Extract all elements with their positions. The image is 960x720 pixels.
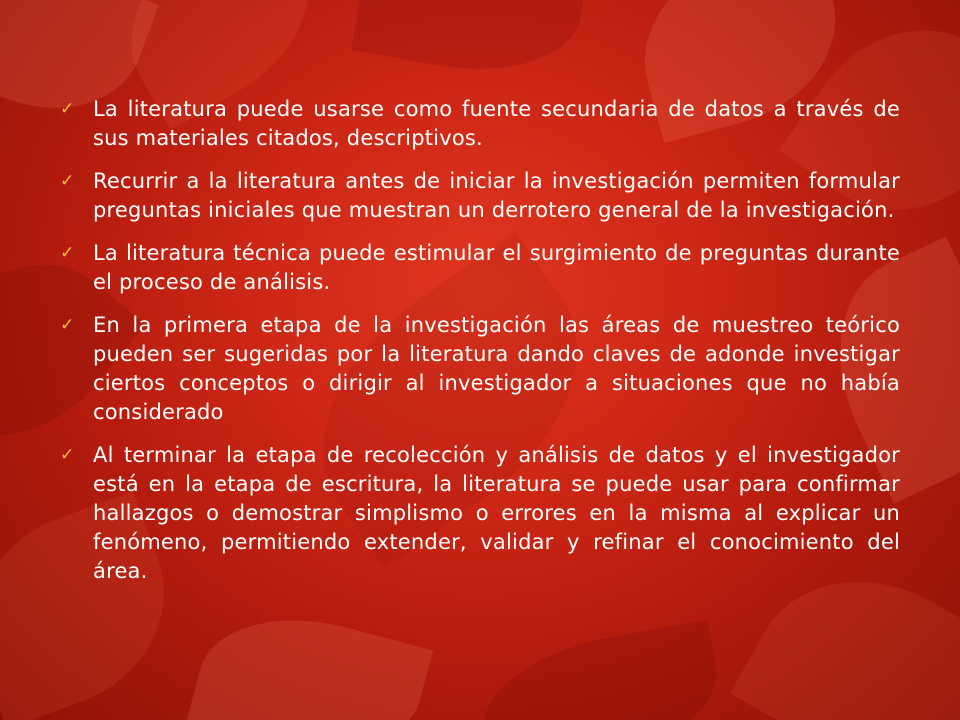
list-item <box>60 441 900 586</box>
checkmark-icon: ✓ <box>60 315 75 335</box>
checkmark-icon: ✓ <box>60 171 75 191</box>
list-item <box>60 239 900 297</box>
leaf-decoration <box>187 594 433 720</box>
bullet-list <box>60 95 900 600</box>
list-item-text: Recurrir a la literatura antes de iniciar la investigación permiten formular preguntas iniciales que muestran un derrotero general de la investigación. <box>93 169 900 222</box>
checkmark-icon: ✓ <box>60 99 75 119</box>
checkmark-icon: ✓ <box>60 243 75 263</box>
checkmark-icon: ✓ <box>60 445 75 465</box>
list-item <box>60 311 900 427</box>
leaf-decoration <box>471 620 728 720</box>
leaf-decoration <box>351 0 588 88</box>
list-item-text: Al terminar la etapa de recolección y análisis de datos y el investigador está en la etapa de escritura, la literatura se puede usar para confirmar hallazgos o demostrar simplismo o errores en la misma al explicar un fenómeno, permitiendo extender, validar y refinar el conocimiento del área. <box>93 443 900 583</box>
list-item <box>60 95 900 153</box>
list-item-text: La literatura técnica puede estimular el surgimiento de preguntas durante el proceso de análisis. <box>93 241 900 294</box>
list-item <box>60 167 900 225</box>
list-item-text: En la primera etapa de la investigación las áreas de muestreo teórico pueden ser sugeridas por la literatura dando claves de adonde investigar ciertos conceptos o dirigir al investigador a situaciones que no había considerado <box>93 313 900 424</box>
list-item-text: La literatura puede usarse como fuente secundaria de datos a través de sus materiales citados, descriptivos. <box>93 97 900 150</box>
